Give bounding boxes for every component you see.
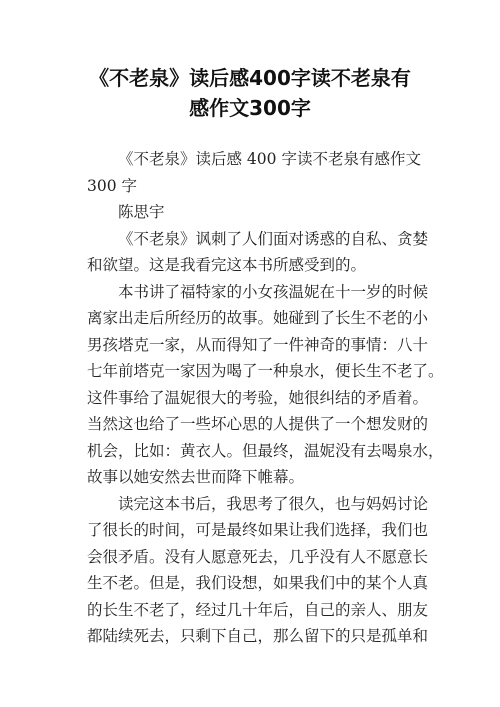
body-line: 《不老泉》读后感 400 字读不老泉有感作文 xyxy=(118,150,421,168)
body-line: 会很矛盾。没有人愿意死去，几乎没有人不愿意长 xyxy=(87,547,429,566)
body-line: 300 字 xyxy=(87,176,138,195)
body-line: 故事以她安然去世而降下帷幕。 xyxy=(87,468,305,486)
body-line: 和欲望。这是我看完这本书所感受到的。 xyxy=(87,256,367,274)
body-line: 离家出走后所经历的故事。她碰到了长生不老的小 xyxy=(87,309,429,327)
body-line: 七年前塔克一家因为喝了一种泉水，便长生不老了。 xyxy=(87,362,444,380)
body-line: 读完这本书后，我思考了很久，也与妈妈讨论 xyxy=(118,494,429,513)
document-body xyxy=(87,146,444,650)
body-line: 《不老泉》讽刺了人们面对诱惑的自私、贪婪 xyxy=(118,229,429,248)
body-line: 机会，比如：黄衣人。但最终，温妮没有去喝泉水， xyxy=(87,441,444,460)
body-line: 都陆续死去，只剩下自己，那么留下的只是孤单和 xyxy=(87,627,429,645)
body-line: 男孩塔克一家，从而得知了一件神奇的事情：八十 xyxy=(87,335,429,354)
author-line: 陈思宇 xyxy=(118,203,165,221)
body-line: 的长生不老了，经过几十年后，自己的亲人、朋友 xyxy=(87,600,429,619)
body-line: 了很长的时间，可是最终如果让我们选择，我们也 xyxy=(87,521,429,539)
body-line: 这件事给了温妮很大的考验，她很纠结的矛盾着。 xyxy=(87,388,429,407)
document-title-line-1: 《不老泉》读后感400字读不老泉有 xyxy=(89,66,411,90)
body-line: 本书讲了福特家的小女孩温妮在十一岁的时候 xyxy=(118,282,429,301)
body-line: 当然这也给了一些坏心思的人提供了一个想发财的 xyxy=(87,415,429,433)
body-line: 生不老。但是，我们设想，如果我们中的某个人真 xyxy=(87,574,429,592)
document-title-line-2: 感作文300字 xyxy=(189,96,311,120)
